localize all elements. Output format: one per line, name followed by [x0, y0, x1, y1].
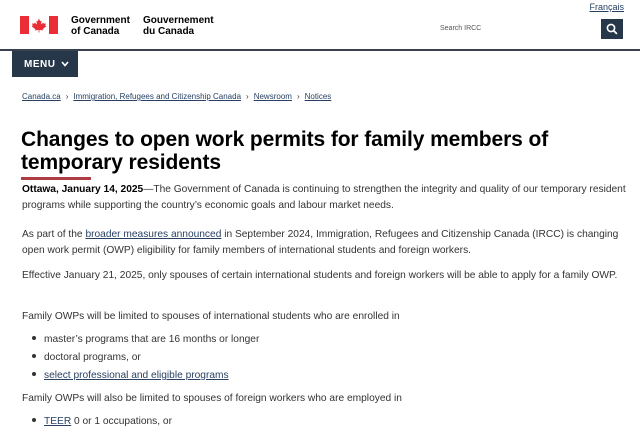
title-underline: [21, 177, 91, 180]
bullet-dot: [32, 336, 36, 340]
paragraph-measures: [22, 227, 628, 259]
header-divider: [0, 49, 640, 51]
breadcrumb-separator: ›: [296, 92, 300, 101]
list-item: [32, 368, 229, 384]
dateline: Ottawa, January 14, 2025: [22, 184, 144, 195]
canada-flag-icon[interactable]: [20, 16, 58, 34]
measures-text-post: in September 2024, Immigration, Refugees and Citizenship Canada (IRCC) is changing open work permit (OWP) eligibility for family members of international students and foreign workers.: [22, 229, 619, 256]
search-placeholder: Search IRCC: [440, 25, 482, 32]
bullet-dot: [32, 418, 36, 422]
search-icon: [601, 19, 623, 39]
list-item-text: master’s programs that are 16 months or longer: [44, 334, 260, 345]
site-header: [0, 0, 640, 50]
page-title: Changes to open work permits for family members of temporary residents: [21, 128, 549, 174]
gouvernement-du-canada-signature[interactable]: [143, 15, 214, 37]
eligible-programs-link[interactable]: select professional and eligible programs: [44, 370, 229, 381]
search-button[interactable]: [601, 19, 623, 39]
bullet-dot: [32, 354, 36, 358]
breadcrumb-newsroom[interactable]: Newsroom: [253, 92, 292, 101]
signature-en-line1: Government: [71, 15, 130, 26]
paragraph-students: Family OWPs will be limited to spouses of international students who are enrolled in: [22, 311, 400, 322]
government-of-canada-signature[interactable]: [71, 15, 130, 37]
paragraph-intro: [22, 182, 628, 214]
broader-measures-link[interactable]: broader measures announced: [85, 229, 222, 240]
search-input[interactable]: [431, 19, 597, 39]
bullet-dot: [32, 372, 36, 376]
signature-fr-line2: du Canada: [143, 26, 195, 37]
breadcrumb-separator: ›: [246, 92, 249, 101]
menu-label: MENU: [24, 58, 56, 70]
breadcrumb: [22, 92, 331, 101]
signature-en-line2: of Canada: [71, 26, 120, 37]
list-item: [32, 414, 172, 430]
list-item-text: 0 or 1 occupations, or: [71, 416, 172, 427]
measures-text-pre: As part of the: [22, 229, 86, 240]
menu-button[interactable]: [12, 51, 78, 77]
teer-link[interactable]: TEER: [44, 416, 72, 427]
list-item-text: doctoral programs, or: [44, 352, 141, 363]
breadcrumb-notices[interactable]: Notices: [304, 92, 332, 101]
paragraph-workers: Family OWPs will also be limited to spouses of foreign workers who are employed in: [22, 393, 402, 404]
language-toggle-link[interactable]: Français: [589, 2, 624, 12]
intro-text: —The Government of Canada is continuing to strengthen the integrity and quality of our temporary resident programs while supporting the country’s economic goals and labour market needs.: [22, 184, 626, 211]
list-item: [32, 332, 259, 348]
breadcrumb-separator: ›: [65, 92, 69, 101]
paragraph-effective-date: Effective January 21, 2025, only spouses of certain international students and foreign workers will be able to apply for a family OWP.: [22, 270, 618, 281]
breadcrumb-canada-ca[interactable]: Canada.ca: [22, 92, 61, 101]
list-item: [32, 350, 141, 366]
breadcrumb-ircc[interactable]: Immigration, Refugees and Citizenship Canada: [73, 92, 242, 101]
chevron-down-icon: [61, 61, 69, 67]
signature-fr-line1: Gouvernement: [143, 15, 214, 26]
